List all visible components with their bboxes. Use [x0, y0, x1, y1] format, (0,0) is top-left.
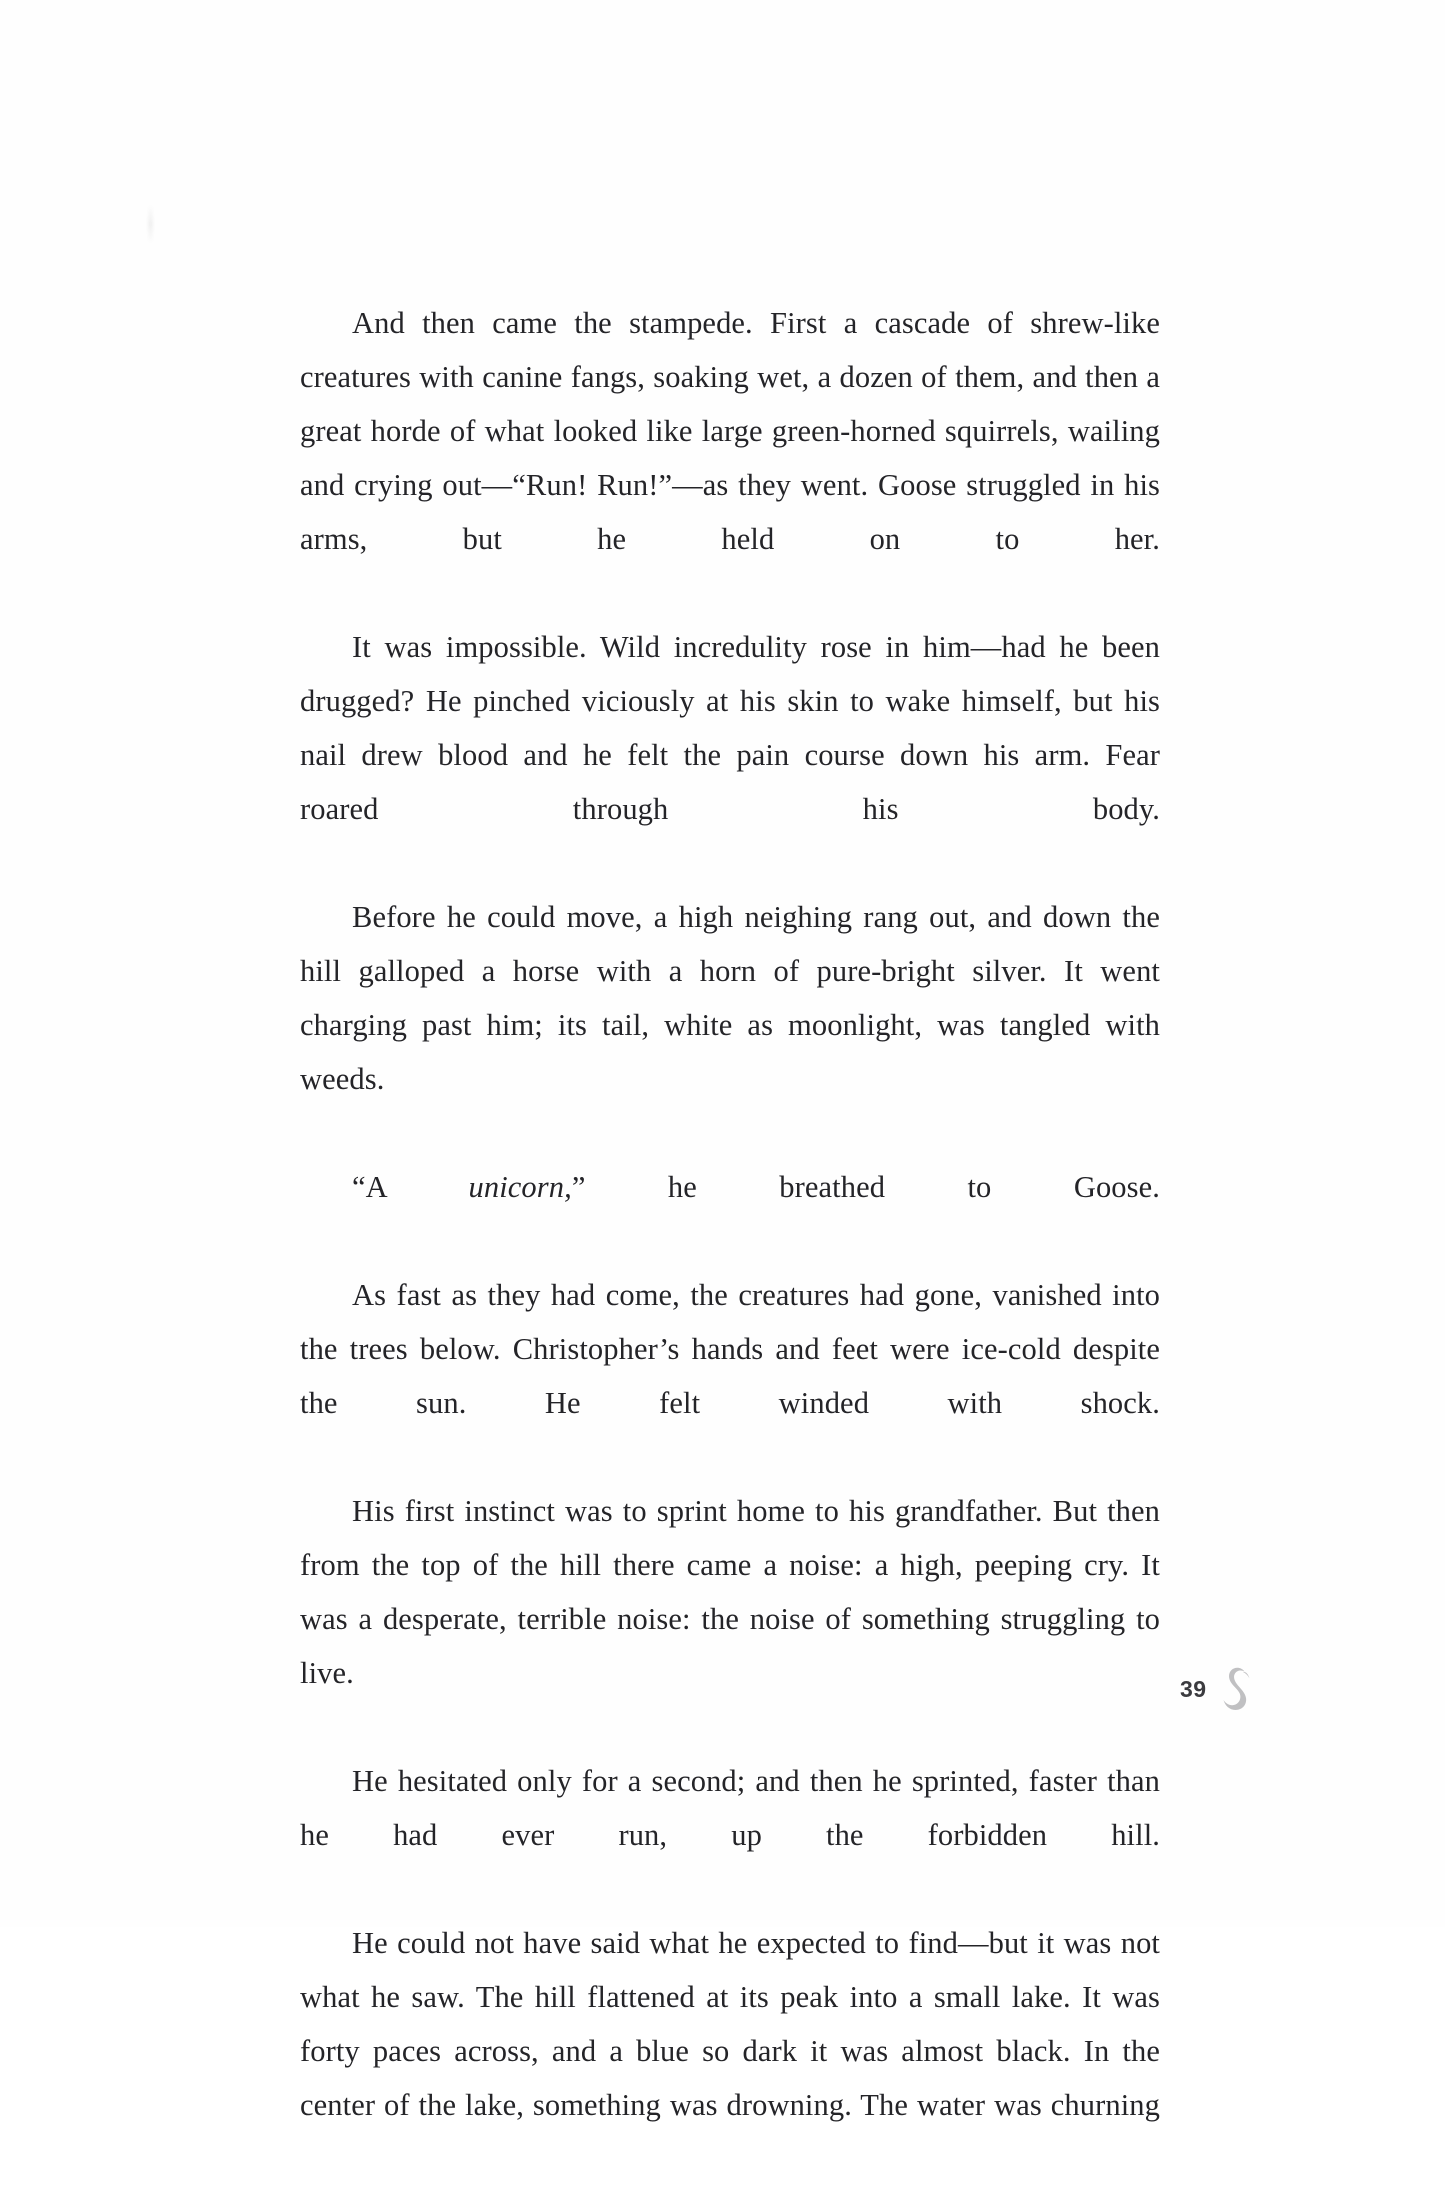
paragraph: “A unicorn,” he breathed to Goose.	[352, 1170, 1160, 1204]
paragraph: He could not have said what he expected to find—but it was not what he saw. The hill flattened at its peak into a small lake. It was forty paces across, and a blue so dark it was almost black. In the center of the lake, something was drowning. The water was churning	[300, 1926, 1160, 2122]
page-number: 39	[1180, 1675, 1207, 1702]
page-folio	[1180, 1666, 1253, 1712]
body-text-block	[300, 296, 1160, 2186]
paragraph: His first instinct was to sprint home to his grandfather. But then from the top of the hill there came a noise: a high, peeping cry. It was a desperate, terrible noise: the noise of something struggling to live.	[300, 1494, 1160, 1690]
scan-artifact	[148, 205, 153, 243]
paragraph: And then came the stampede. First a cascade of shrew-like creatures with canine fangs, soaking wet, a dozen of them, and then a great horde of what looked like large green-horned squirrels, wailing and crying out—“Run! Run!”—as they went. Goose struggled in his arms, but he held on to her.	[300, 306, 1160, 556]
paragraph: He hesitated only for a second; and then he sprinted, faster than he had ever run, up the forbidden hill.	[300, 1764, 1160, 1852]
paragraph: Before he could move, a high neighing rang out, and down the hill galloped a horse with a horn of pure-bright silver. It went charging past him; its tail, white as moonlight, was tangled with weeds.	[300, 900, 1160, 1096]
s-curve-flourish-icon	[1213, 1666, 1253, 1712]
emphasized-text: unicorn,	[468, 1170, 572, 1204]
paragraph: It was impossible. Wild incredulity rose in him—had he been drugged? He pinched viciously at his skin to wake himself, but his nail drew blood and he felt the pain course down his arm. Fear roared through his body.	[300, 630, 1160, 826]
paragraph: As fast as they had come, the creatures had gone, vanished into the trees below. Christopher’s hands and feet were ice-cold despite the sun. He felt winded with shock.	[300, 1278, 1160, 1420]
